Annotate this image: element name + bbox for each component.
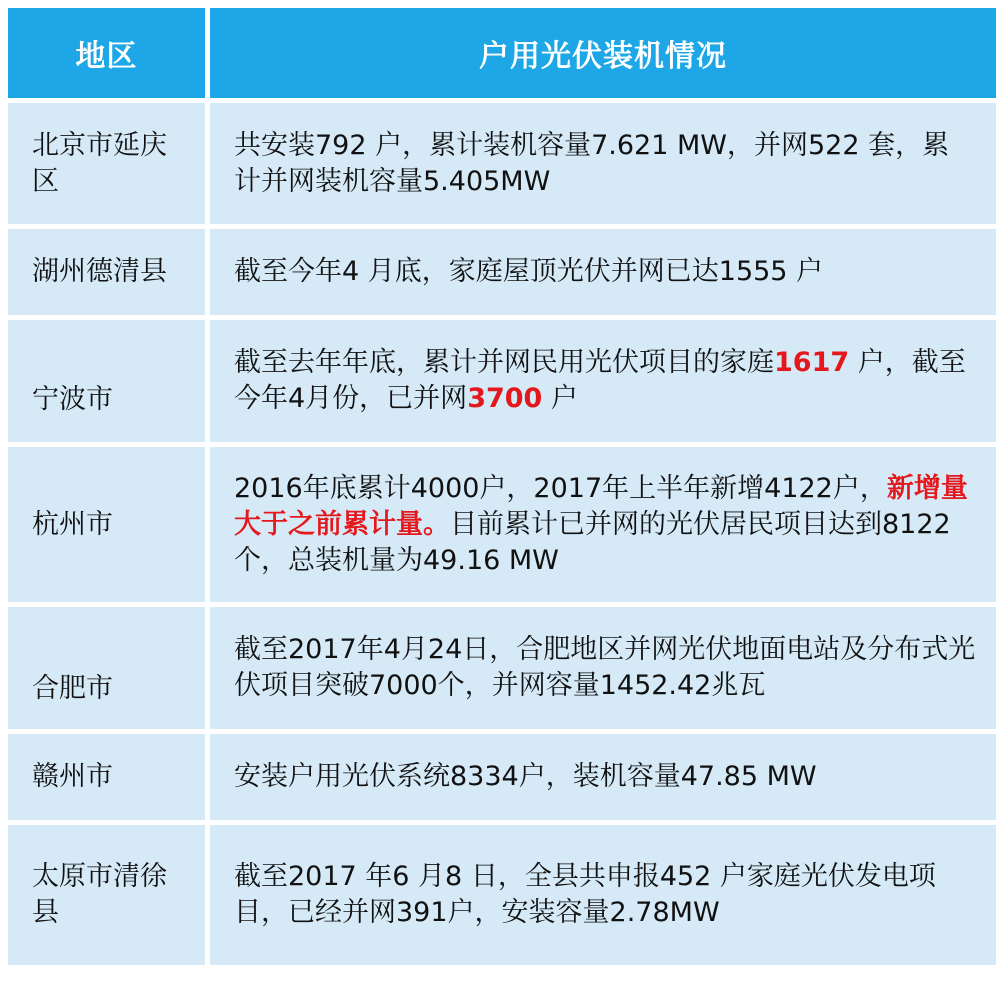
header-region: 地区 bbox=[8, 8, 205, 98]
highlight-text: 新增量大于之前累计量。 bbox=[234, 472, 968, 540]
region-cell: 太原市清徐县 bbox=[8, 825, 205, 965]
status-cell bbox=[210, 103, 996, 224]
region-cell: 北京市延庆区 bbox=[8, 103, 205, 224]
region-cell: 赣州市 bbox=[8, 734, 205, 820]
status-cell bbox=[210, 734, 996, 820]
footer-strip bbox=[0, 986, 1000, 998]
status-cell bbox=[210, 447, 996, 602]
status-text-part: 目前累计已并网的光伏居民项目达到8122个，总装机量为49.16 MW bbox=[234, 508, 951, 576]
region-cell: 合肥市 bbox=[8, 607, 205, 729]
status-text bbox=[234, 345, 976, 417]
header-status: 户用光伏装机情况 bbox=[210, 8, 996, 98]
highlight-text: 1617 bbox=[774, 347, 850, 378]
region-cell: 杭州市 bbox=[8, 447, 205, 602]
status-text-part: 截至2017年4月24日，合肥地区并网光伏地面电站及分布式光伏项目突破7000个，并网容量1452.42兆瓦 bbox=[234, 634, 976, 701]
status-cell bbox=[210, 229, 996, 315]
status-text bbox=[234, 759, 817, 795]
status-cell bbox=[210, 320, 996, 442]
status-text bbox=[234, 859, 976, 931]
status-text-part: 户，截至今年4月份，已并网 bbox=[234, 347, 966, 414]
status-text-part: 户 bbox=[542, 383, 578, 414]
status-text-part: 安装户用光伏系统8334户，装机容量47.85 MW bbox=[234, 761, 817, 792]
status-text-part: 截至去年年底，累计并网民用光伏项目的家庭 bbox=[234, 347, 774, 378]
status-text bbox=[234, 128, 976, 200]
status-text bbox=[234, 254, 823, 290]
status-text-part: 截至今年4 月底，家庭屋顶光伏并网已达1555 户 bbox=[234, 256, 824, 287]
status-text-part: 2016年底累计4000户，2017年上半年新增4122户， bbox=[234, 472, 887, 504]
status-text-part: 截至2017 年6 月8 日，全县共申报452 户家庭光伏发电项目，已经并网391户，安装容量2.78MW bbox=[234, 861, 936, 928]
status-cell bbox=[210, 607, 996, 729]
status-text bbox=[234, 632, 976, 704]
region-cell: 宁波市 bbox=[8, 320, 205, 442]
status-text bbox=[234, 471, 976, 579]
highlight-text: 3700 bbox=[467, 383, 543, 414]
status-text-part: 共安装792 户，累计装机容量7.621 MW，并网522 套，累计并网装机容量5.405MW bbox=[234, 129, 950, 197]
pv-installation-table bbox=[8, 8, 996, 965]
region-cell: 湖州德清县 bbox=[8, 229, 205, 315]
status-cell bbox=[210, 825, 996, 965]
